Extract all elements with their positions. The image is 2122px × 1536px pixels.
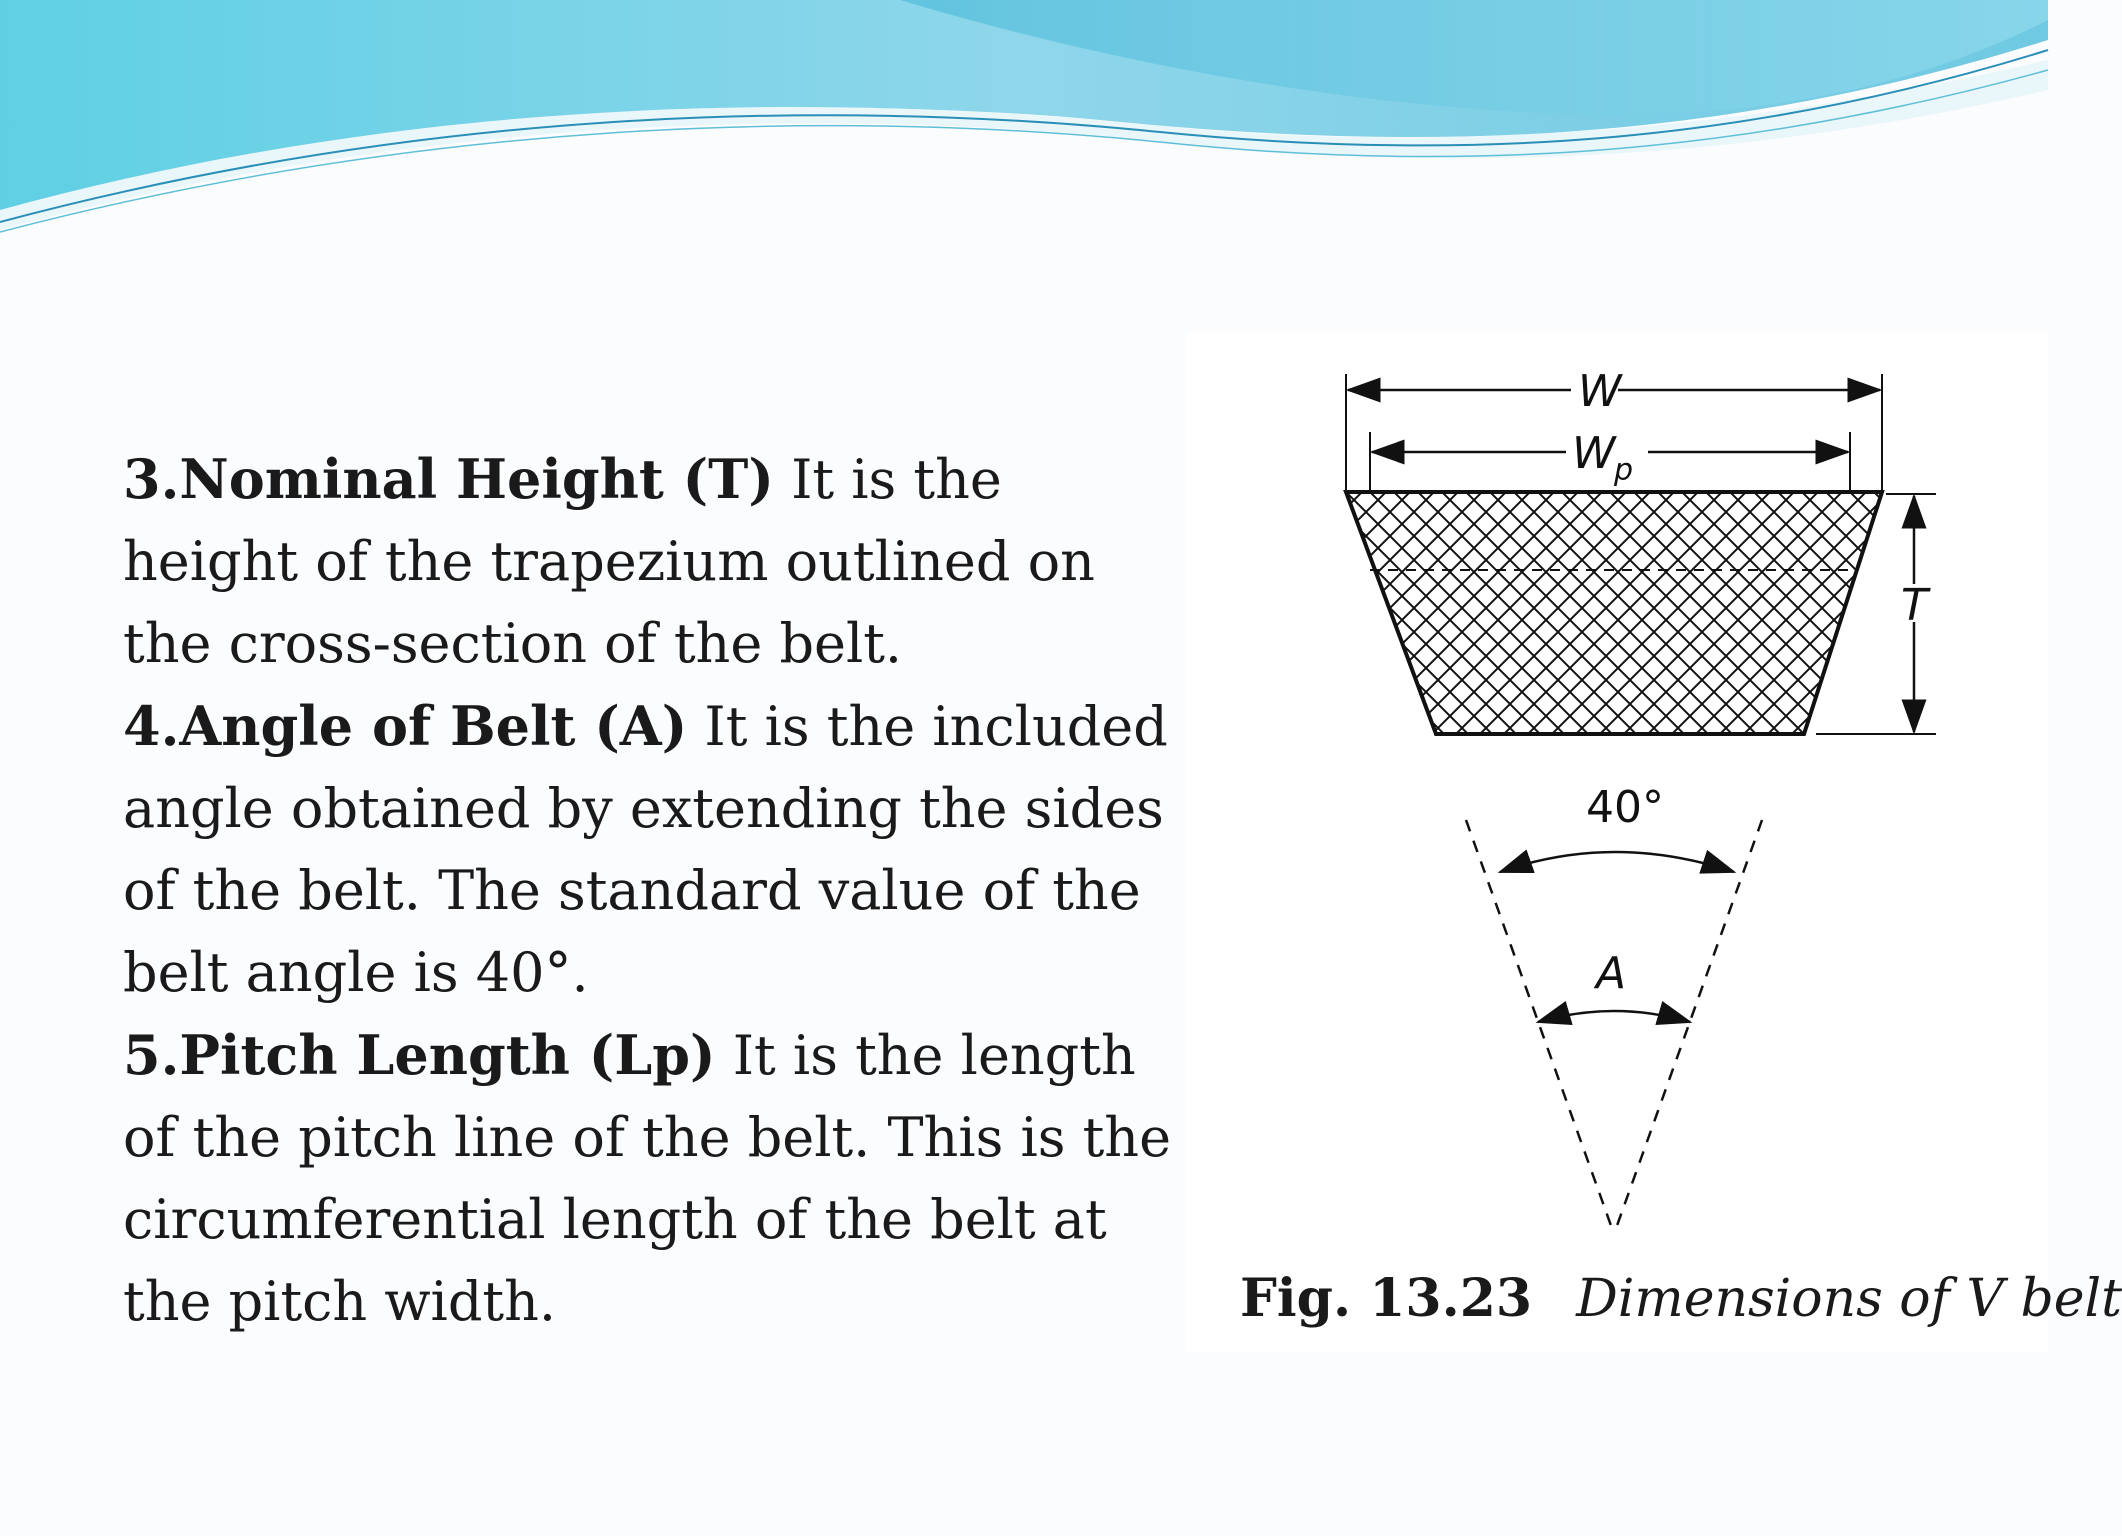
paragraph-pitch-length (123, 1014, 1190, 1343)
figure-caption (1240, 1268, 2122, 1348)
figure-number: Fig. 13.23 (1240, 1268, 1533, 1329)
angle-value-label: 40° (1586, 782, 1664, 833)
pitch-width-subscript: p (1614, 453, 1634, 488)
angle-right-side (1614, 820, 1762, 1234)
angle-symbol-label: A (1596, 948, 1627, 999)
header-wave-decoration (0, 0, 2048, 240)
width-label: W (1578, 366, 1622, 417)
belt-cross-section (1336, 482, 1896, 742)
term-pitch-length: 5.Pitch Length (Lp) (123, 1023, 716, 1087)
term-angle-of-belt: 4.Angle of Belt (A) (123, 694, 688, 758)
pitch-width-dimension (1370, 428, 1850, 492)
v-belt-figure (1186, 332, 2048, 1352)
desc-angle-of-belt: It is the included angle obtained by extending the sides of the belt. The standard value of the belt angle is 40°. (123, 695, 1168, 1004)
belt-angle-diagram (1466, 782, 1762, 1234)
pitch-width-label: W (1572, 428, 1616, 479)
desc-nominal-height: It is the height of the trapezium outlined on the cross-section of the belt. (123, 448, 1095, 675)
paragraph-angle-of-belt (123, 685, 1190, 1014)
angle-arc-inner (1538, 1011, 1690, 1022)
v-belt-diagram (1186, 332, 2048, 1352)
term-nominal-height: 3.Nominal Height (T) (123, 447, 774, 511)
figure-caption-text: Dimensions of V belt (1576, 1269, 2122, 1329)
paragraph-nominal-height (123, 438, 1190, 685)
body-text (123, 438, 1190, 1333)
desc-pitch-length: It is the length of the pitch line of the belt. This is the circumferential length of the belt at the pitch width. (123, 1024, 1172, 1333)
height-label: T (1901, 580, 1928, 631)
angle-arc-outer (1500, 852, 1734, 872)
angle-left-side (1466, 820, 1614, 1234)
